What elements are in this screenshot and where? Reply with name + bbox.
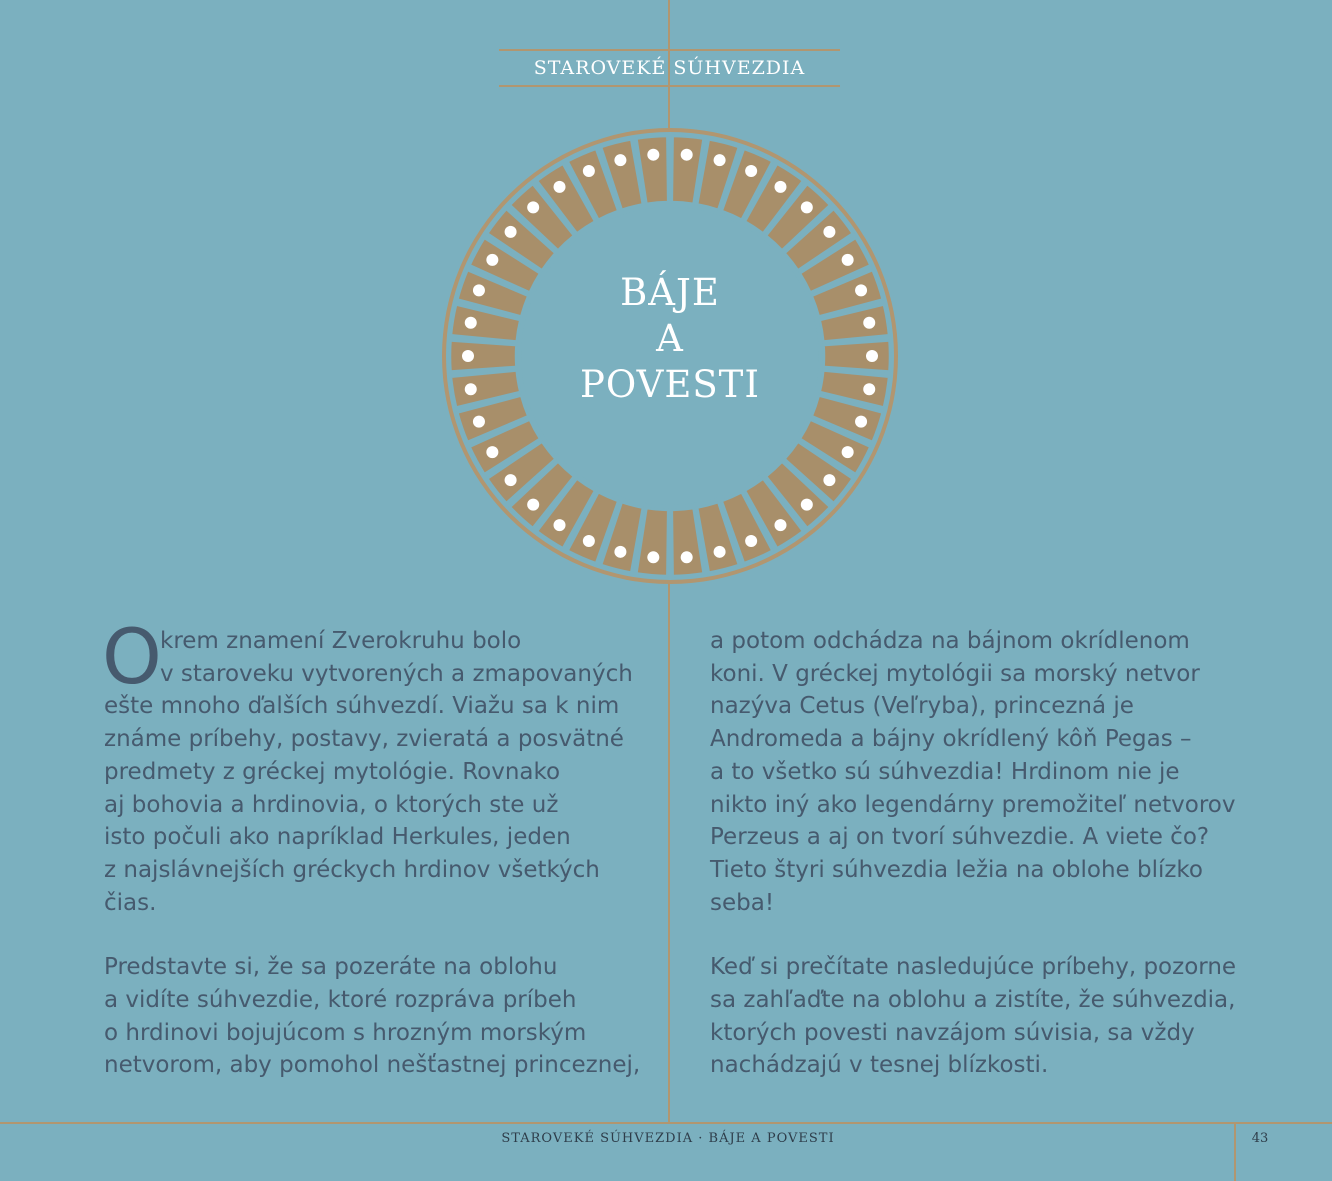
medallion-dot xyxy=(505,474,517,486)
header-title: STAROVEKÉ SÚHVEZDIA xyxy=(533,57,806,79)
medallion-dot xyxy=(554,181,566,193)
medallion-dot xyxy=(842,446,854,458)
medallion-dot xyxy=(527,201,539,213)
medallion-segment xyxy=(824,340,890,371)
medallion-dot xyxy=(855,416,867,428)
footer-rule xyxy=(0,1122,1332,1124)
medallion-dot xyxy=(774,519,786,531)
medallion-dot xyxy=(647,551,659,563)
text-line: ešte mnoho ďalších súhvezdí. Viažu sa k nim xyxy=(104,693,620,720)
medallion-dot xyxy=(823,474,835,486)
medallion-dot xyxy=(462,350,474,362)
medallion-dot xyxy=(614,154,626,166)
medallion-title-line-2: A xyxy=(656,317,684,360)
text-line: z najslávnejších gréckych hrdinov všetkých xyxy=(104,856,600,883)
medallion-dot xyxy=(863,317,875,329)
header-rule-bottom xyxy=(499,85,840,87)
medallion-dot xyxy=(745,535,757,547)
medallion-dot xyxy=(855,284,867,296)
medallion-dot xyxy=(486,446,498,458)
right-column xyxy=(710,625,1250,1082)
text-line: v staroveku vytvorených a zmapovaných xyxy=(160,660,633,687)
medallion-dot xyxy=(714,546,726,558)
medallion-dot xyxy=(583,535,595,547)
text-line: a potom odchádza na bájnom okrídlenom xyxy=(710,628,1190,654)
medallion-dot xyxy=(614,546,626,558)
text-line: Tieto štyri súhvezdia ležia na oblohe blízko xyxy=(710,856,1204,883)
text-line: známe príbehy, postavy, zvieratá a posvätné xyxy=(104,726,624,753)
left-paragraph-2 xyxy=(104,951,644,1082)
text-line: sa zahľaďte na oblohu a zistíte, že súhvezdia, xyxy=(710,987,1236,1014)
page-number: 43 xyxy=(1251,1131,1269,1146)
medallion-dot xyxy=(583,165,595,177)
text-line: a to všetko sú súhvezdia! Hrdinom nie je xyxy=(710,758,1180,785)
footer-title: STAROVEKÉ SÚHVEZDIA · BÁJE A POVESTI xyxy=(501,1131,835,1146)
medallion-title xyxy=(520,270,820,408)
medallion-dot xyxy=(842,254,854,266)
medallion-title-line-1: BÁJE xyxy=(620,271,720,314)
medallion-dot xyxy=(486,254,498,266)
medallion-dot xyxy=(801,201,813,213)
text-line: aj bohovia a hrdinovia, o ktorých ste už xyxy=(104,791,559,818)
text-line: Predstavte si, že sa pozeráte na oblohu xyxy=(104,954,558,981)
text-line: Andromeda a bájny okrídlený kôň Pegas – xyxy=(710,726,1192,753)
medallion-dot xyxy=(866,350,878,362)
medallion-title-line-3: POVESTI xyxy=(580,363,760,406)
text-line: a vidíte súhvezdie, ktoré rozpráva príbeh xyxy=(104,987,577,1014)
medallion-segment xyxy=(450,340,516,371)
medallion-dot xyxy=(745,165,757,177)
medallion-dot xyxy=(554,519,566,531)
text-line: nikto iný ako legendárny premožiteľ netvorov xyxy=(710,791,1236,818)
left-paragraph-1 xyxy=(102,612,644,919)
text-line: nazýva Cetus (Veľryba), princezná je xyxy=(710,693,1134,720)
right-paragraph-2 xyxy=(710,951,1250,1082)
text-line: o hrdinovi bojujúcom s hrozným morským xyxy=(104,1019,587,1046)
right-paragraph-1 xyxy=(710,625,1250,919)
left-column xyxy=(102,612,644,1082)
dropcap-letter: O xyxy=(102,612,162,701)
medallion-dot xyxy=(527,499,539,511)
medallion-dot xyxy=(505,226,517,238)
medallion-dot xyxy=(863,383,875,395)
text-line: isto počuli ako napríklad Herkules, jeden xyxy=(104,824,571,851)
medallion-dot xyxy=(774,181,786,193)
text-line: predmety z gréckej mytológie. Rovnako xyxy=(104,758,561,785)
text-line: krem znamení Zverokruhu bolo xyxy=(160,628,522,654)
header-rule-top xyxy=(499,49,840,51)
medallion-dot xyxy=(681,551,693,563)
text-line: netvorom, aby pomohol nešťastnej princeznej, xyxy=(104,1052,641,1079)
medallion-dot xyxy=(465,383,477,395)
medallion-dot xyxy=(801,499,813,511)
text-line: Perzeus a aj on tvorí súhvezdie. A viete čo? xyxy=(710,824,1210,851)
text-line: ktorých povesti navzájom súvisia, sa vždy xyxy=(710,1019,1195,1046)
medallion-dot xyxy=(714,154,726,166)
medallion-dot xyxy=(465,317,477,329)
text-line: Keď si prečítate nasledujúce príbehy, pozorne xyxy=(710,954,1237,981)
text-line: nachádzajú v tesnej blízkosti. xyxy=(710,1052,1049,1079)
medallion-dot xyxy=(823,226,835,238)
medallion-dot xyxy=(647,149,659,161)
medallion-dot xyxy=(473,284,485,296)
medallion-dot xyxy=(473,416,485,428)
text-line: seba! xyxy=(710,889,775,916)
text-line: čias. xyxy=(104,889,157,916)
medallion-dot xyxy=(681,149,693,161)
text-line: koni. V gréckej mytológii sa morský netvor xyxy=(710,660,1200,687)
